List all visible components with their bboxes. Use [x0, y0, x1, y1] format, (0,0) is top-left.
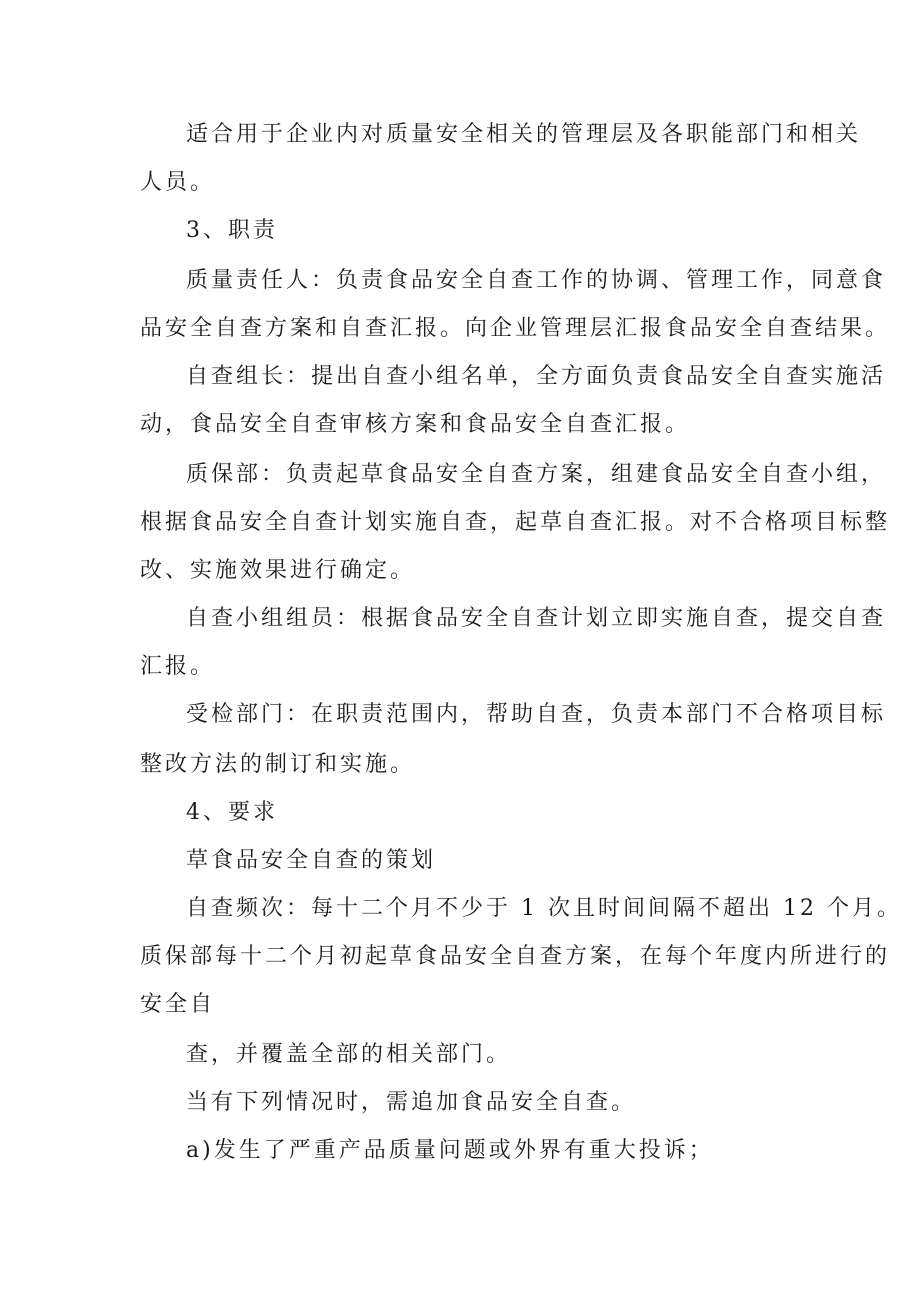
section-heading: 4、要求 [186, 800, 278, 825]
paragraph-line: 质保部每十二个月初起草食品安全自查方案，在每个年度内所进行的 [140, 944, 891, 969]
list-item: a)发生了严重产品质量问题或外界有重大投诉； [186, 1138, 714, 1163]
paragraph-line: 质量责任人：负责食品安全自查工作的协调、管理工作，同意食 [186, 268, 887, 293]
paragraph-line: 动，食品安全自查审核方案和食品安全自查汇报。 [140, 412, 691, 437]
paragraph-line: 人员。 [140, 170, 216, 195]
paragraph-line: 品安全自查方案和自查汇报。向企业管理层汇报食品安全自查结果。 [140, 316, 891, 341]
paragraph-line: 改、实施效果进行确定。 [140, 558, 416, 583]
paragraph-line: 草食品安全自查的策划 [186, 848, 437, 873]
paragraph-line: 安全自 [140, 992, 216, 1017]
paragraph-line: 质保部：负责起草食品安全自查方案，组建食品安全自查小组， [186, 462, 887, 487]
paragraph-line: 受检部门：在职责范围内，帮助自查，负责本部门不合格项目标 [186, 702, 887, 727]
paragraph-line: 自查频次：每十二个月不少于 1 次且时间间隔不超出 12 个月。 [186, 896, 902, 921]
paragraph-line: 适合用于企业内对质量安全相关的管理层及各职能部门和相关 [186, 122, 862, 147]
paragraph-line: 根据食品安全自查计划实施自查，起草自查汇报。对不合格项目标整 [140, 510, 891, 535]
paragraph-line: 自查小组组员：根据食品安全自查计划立即实施自查，提交自查 [186, 606, 887, 631]
paragraph-line: 汇报。 [140, 654, 216, 679]
paragraph-line: 查，并覆盖全部的相关部门。 [186, 1042, 512, 1067]
paragraph-line: 当有下列情况时，需追加食品安全自查。 [186, 1090, 637, 1115]
section-heading: 3、职责 [186, 218, 278, 243]
paragraph-line: 自查组长：提出自查小组名单，全方面负责食品安全自查实施活 [186, 364, 887, 389]
paragraph-line: 整改方法的制订和实施。 [140, 752, 416, 777]
